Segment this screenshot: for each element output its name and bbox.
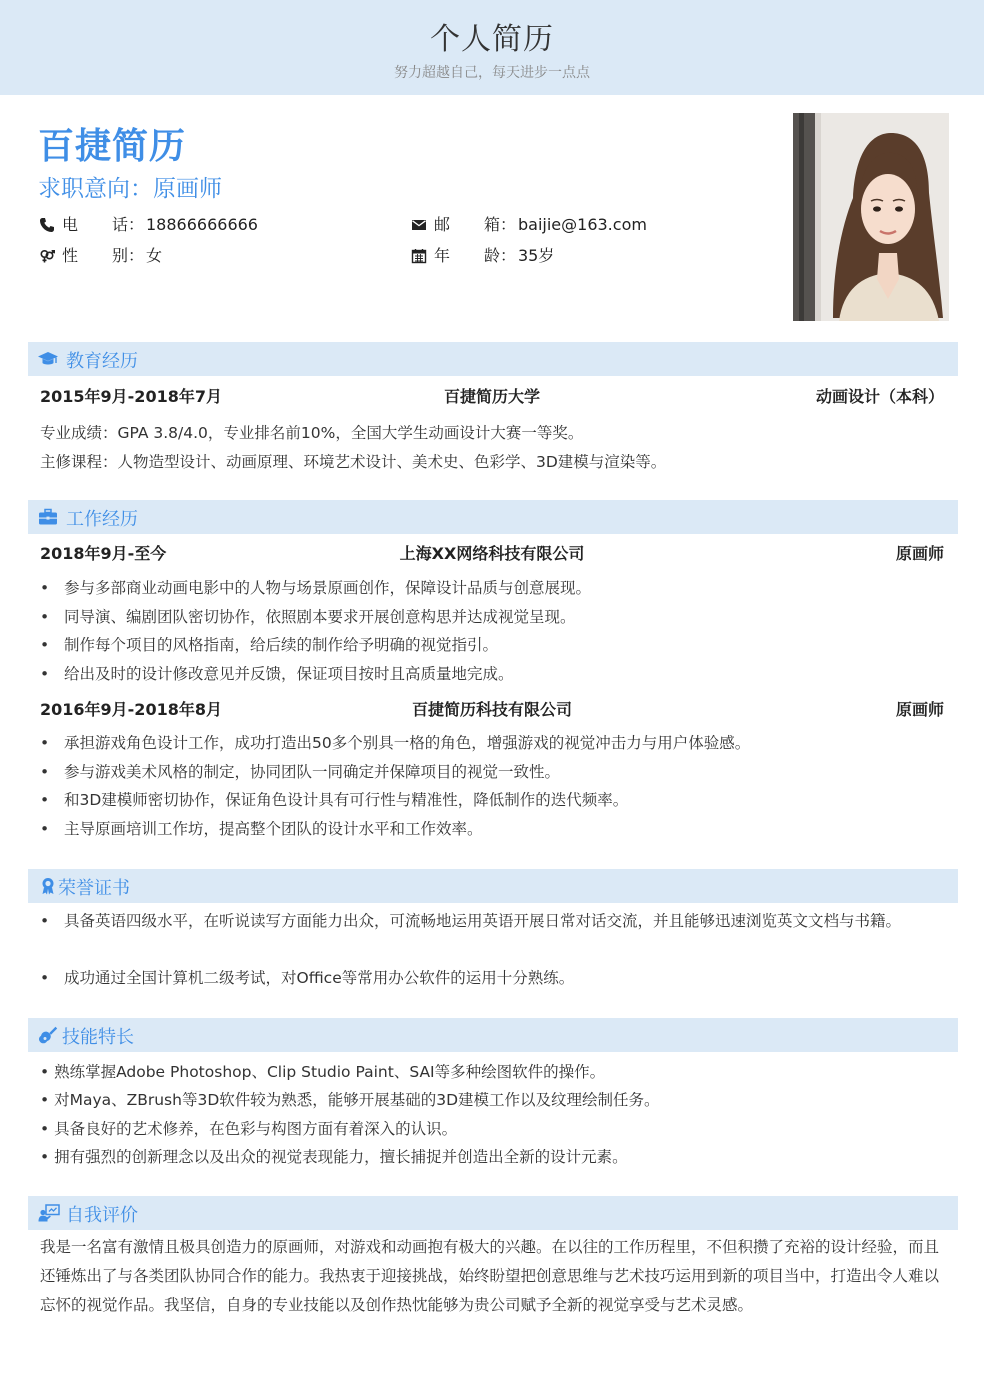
bullet-text: 具备英语四级水平，在听说读写方面能力出众，可流畅地运用英语开展日常对话交流，并且能够迅速浏览英文文档与书籍。 xyxy=(64,912,902,930)
email-label-a: 邮 xyxy=(434,215,451,234)
bullet-dot: • xyxy=(40,636,50,654)
bullet-text: 参与游戏美术风格的制定，协同团队一同确定并保障项目的视觉一致性。 xyxy=(64,763,561,781)
job-period: 2018年9月-至今 xyxy=(40,544,167,563)
profile-photo-illustration xyxy=(793,113,949,321)
age-row xyxy=(410,245,750,267)
bullet-text: 给出及时的设计修改意见并反馈，保证项目按时且高质量地完成。 xyxy=(64,665,514,683)
bullet-text: 承担游戏角色设计工作，成功打造出50多个别具一格的角色，增强游戏的视觉冲击力与用户体验感。 xyxy=(64,734,751,752)
phone-value: 18866666666 xyxy=(146,215,258,234)
section-title-skills: 技能特长 xyxy=(62,1027,134,1048)
resume-title: 个人简历 xyxy=(430,22,554,57)
email-label-b: 箱： xyxy=(484,215,517,234)
job-intent: 求职意向：原画师 xyxy=(38,176,222,202)
job-row xyxy=(40,697,944,721)
briefcase-icon xyxy=(38,508,58,526)
gender-row xyxy=(38,245,378,267)
bullet-dot: • xyxy=(40,912,50,930)
skill-line: • 对Maya、ZBrush等3D软件较为熟悉，能够开展基础的3D建模工作以及纹理绘制任务。 xyxy=(40,1091,660,1109)
candidate-name: 百捷简历 xyxy=(38,126,187,167)
phone-label-a: 电 xyxy=(62,215,79,234)
bullet-dot: • xyxy=(40,734,50,752)
gender-value: 女 xyxy=(146,246,163,265)
bullet-dot: • xyxy=(40,969,50,987)
age-label-b: 龄： xyxy=(484,246,517,265)
bullet-text: 同导演、编剧团队密切协作，依照剧本要求开展创意构思并达成视觉呈现。 xyxy=(64,608,576,626)
gender-label-a: 性 xyxy=(62,246,79,265)
bullet-text: 主导原画培训工作坊，提高整个团队的设计水平和工作效率。 xyxy=(64,820,483,838)
top-banner xyxy=(0,0,984,95)
bullet-text: 参与多部商业动画电影中的人物与场景原画创作，保障设计品质与创意展现。 xyxy=(64,579,592,597)
education-degree: 动画设计（本科） xyxy=(815,387,944,406)
section-title-honors: 荣誉证书 xyxy=(58,878,130,899)
email-row xyxy=(410,214,750,236)
award-icon xyxy=(38,877,58,895)
education-line: 专业成绩：GPA 3.8/4.0，专业排名前10%，全国大学生动画设计大赛一等奖。 xyxy=(40,424,584,442)
job-role: 原画师 xyxy=(895,700,944,719)
education-school: 百捷简历大学 xyxy=(443,387,540,406)
section-header-work xyxy=(28,500,958,534)
bullet-text: 成功通过全国计算机二级考试，对Office等常用办公软件的运用十分熟练。 xyxy=(64,969,575,987)
bullet-dot: • xyxy=(40,763,50,781)
bullet-dot: • xyxy=(40,791,50,809)
presenter-icon xyxy=(38,1204,60,1222)
envelope-icon xyxy=(410,217,428,233)
section-header-skills xyxy=(28,1018,958,1052)
education-line: 主修课程：人物造型设计、动画原理、环境艺术设计、美术史、色彩学、3D建模与渲染等。 xyxy=(40,453,667,471)
self-eval-text: 我是一名富有激情且极具创造力的原画师，对游戏和动画抱有极大的兴趣。在以往的工作历程里，不但积攒了充裕的设计经验，而且还锤炼出了与各类团队协同合作的能力。我热衷于迎接挑战，始终盼望把创意思维与艺术技巧运用到新的项目当中，打造出令人难以忘怀的视觉作品。我坚信，自身的专业技能以及创作热忱能够为贵公司赋予全新的视觉享受与艺术灵感。 xyxy=(40,1238,940,1314)
bullet-dot: • xyxy=(40,820,50,838)
job-role: 原画师 xyxy=(895,544,944,563)
bullet-text: 和3D建模师密切协作，保证角色设计具有可行性与精准性，降低制作的迭代频率。 xyxy=(64,791,629,809)
section-title-work: 工作经历 xyxy=(66,509,138,530)
profile-photo xyxy=(793,113,949,321)
phone-row xyxy=(38,214,378,236)
phone-icon xyxy=(38,217,56,233)
section-header-education xyxy=(28,342,958,376)
section-title-self-eval: 自我评价 xyxy=(66,1205,138,1226)
resume-motto: 努力超越自己，每天进步一点点 xyxy=(394,65,590,81)
skill-line: • 拥有强烈的创新理念以及出众的视觉表现能力，擅长捕捉并创造出全新的设计元素。 xyxy=(40,1148,628,1166)
skill-line: • 具备良好的艺术修养，在色彩与构图方面有着深入的认识。 xyxy=(40,1120,458,1138)
job-company: 百捷简历科技有限公司 xyxy=(411,700,572,719)
section-header-self-eval xyxy=(28,1196,958,1230)
section-title-education: 教育经历 xyxy=(66,351,138,372)
gender-icon xyxy=(38,248,56,264)
phone-label-b: 话： xyxy=(112,215,145,234)
age-label-a: 年 xyxy=(434,246,451,265)
bullet-dot: • xyxy=(40,579,50,597)
gender-label-b: 别： xyxy=(112,246,145,265)
education-row xyxy=(40,384,944,408)
job-row xyxy=(40,541,944,565)
bullet-dot: • xyxy=(40,665,50,683)
education-period: 2015年9月-2018年7月 xyxy=(40,387,222,406)
age-value: 35岁 xyxy=(518,246,555,265)
guitar-icon xyxy=(38,1026,58,1044)
bullet-text: 制作每个项目的风格指南，给后续的制作给予明确的视觉指引。 xyxy=(64,636,499,654)
job-period: 2016年9月-2018年8月 xyxy=(40,700,222,719)
skill-line: • 熟练掌握Adobe Photoshop、Clip Studio Paint、SAI等多种绘图软件的操作。 xyxy=(40,1063,606,1081)
calendar-icon xyxy=(410,248,428,264)
job-company: 上海XX网络科技有限公司 xyxy=(399,544,585,563)
bullet-dot: • xyxy=(40,608,50,626)
graduation-cap-icon xyxy=(38,350,58,368)
email-value: baijie@163.com xyxy=(518,215,647,234)
section-header-honors xyxy=(28,869,958,903)
